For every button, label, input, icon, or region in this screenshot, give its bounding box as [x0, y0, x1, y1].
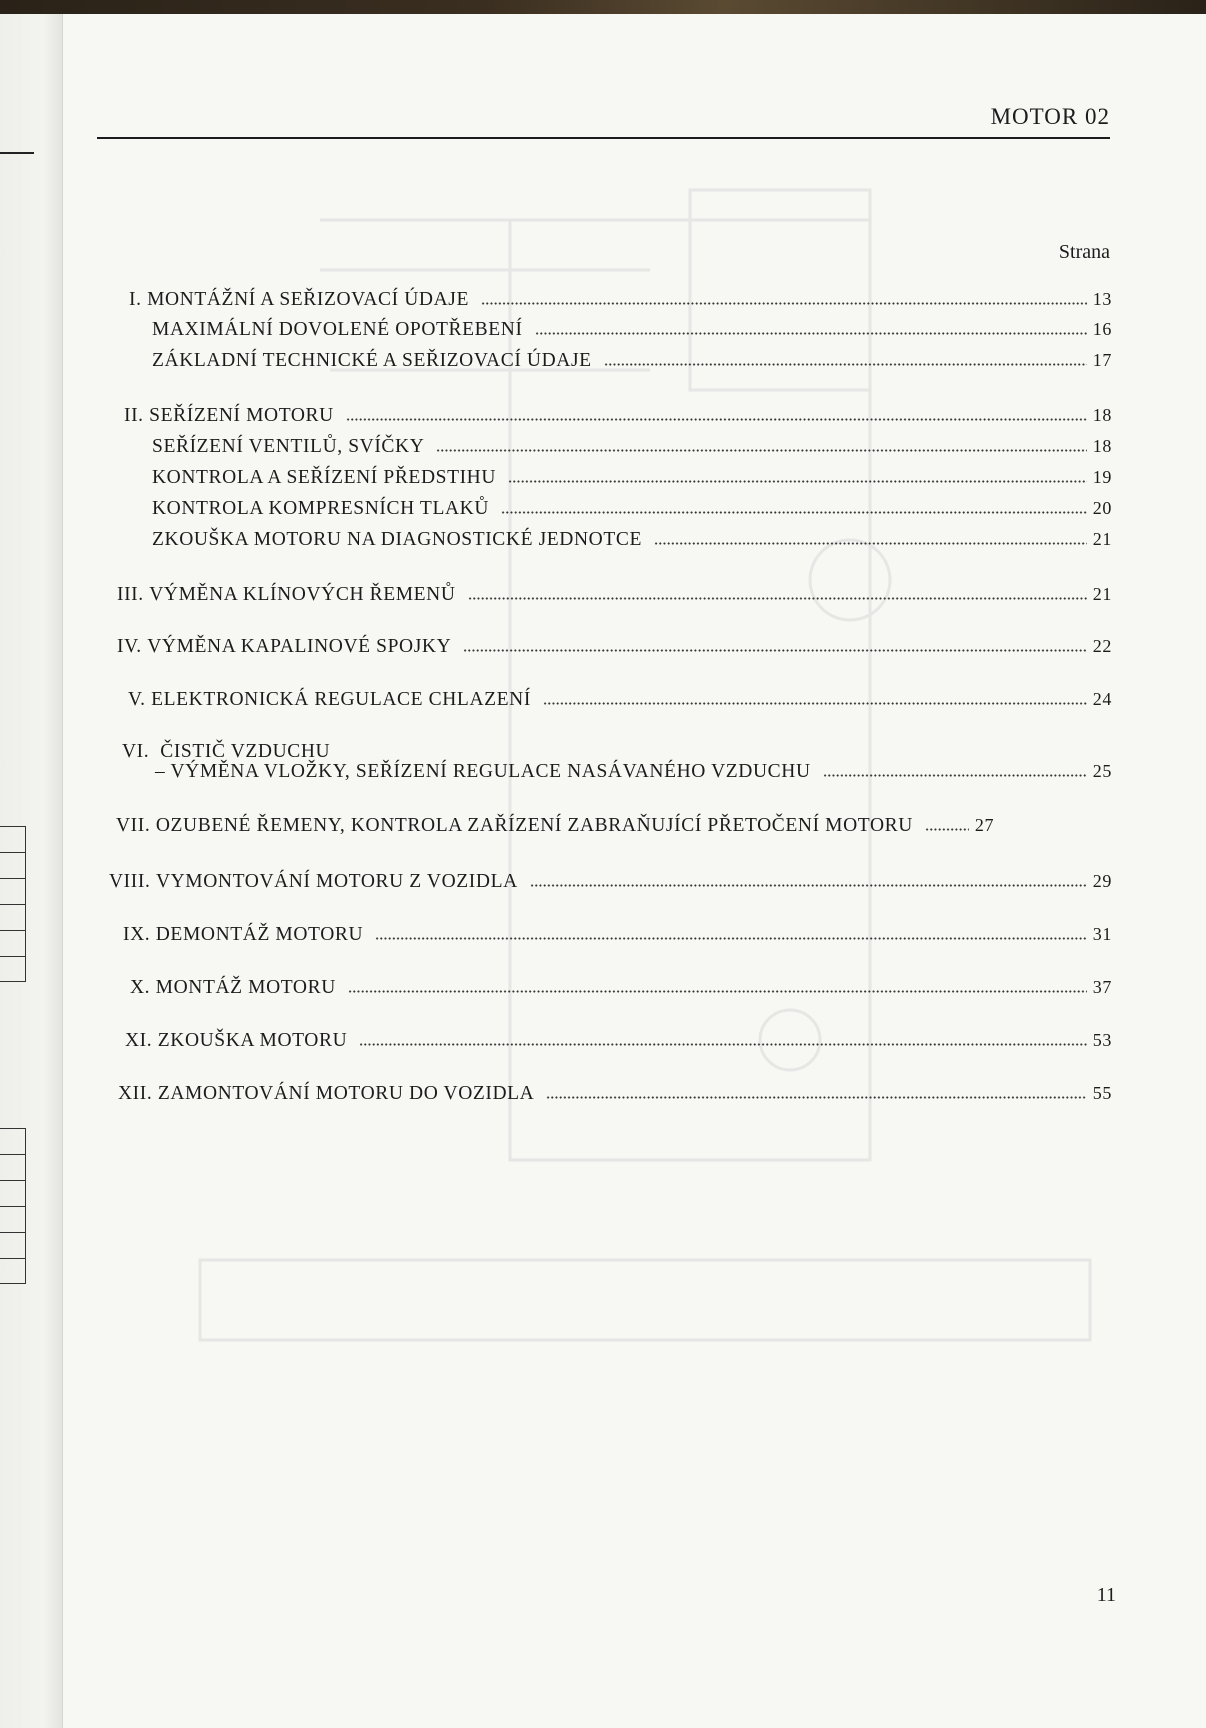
- leader-dots: [468, 597, 1087, 600]
- leader-dots: [346, 418, 1087, 421]
- toc-number: XI.: [125, 1030, 153, 1051]
- toc-entry[interactable]: [124, 405, 1112, 427]
- toc-title: SEŘÍZENÍ VENTILŮ, SVÍČKY: [152, 436, 425, 457]
- toc-number: IV.: [117, 636, 142, 657]
- toc-title: DEMONTÁŽ MOTORU: [155, 924, 364, 945]
- toc-page: 37: [1092, 977, 1112, 997]
- toc-page: 21: [1092, 584, 1112, 604]
- leader-dots: [481, 302, 1087, 305]
- toc-title: SEŘÍZENÍ MOTORU: [149, 405, 334, 426]
- toc-page: 29: [1092, 871, 1112, 891]
- toc-entry[interactable]: [152, 350, 1112, 372]
- toc-number: I.: [129, 289, 142, 310]
- toc-page: 19: [1092, 467, 1112, 487]
- toc-title: VÝMĚNA KLÍNOVÝCH ŘEMENŮ: [149, 584, 456, 605]
- toc-page: 27: [974, 815, 995, 835]
- leader-dots: [359, 1043, 1087, 1046]
- page-number: 11: [1096, 1584, 1116, 1606]
- leader-dots: [530, 884, 1087, 887]
- scan-top-edge: [0, 0, 1206, 14]
- leader-dots: [348, 990, 1087, 993]
- leader-dots: [604, 363, 1087, 366]
- facing-page-table: [0, 1128, 26, 1284]
- toc-subtitle: – VÝMĚNA VLOŽKY, SEŘÍZENÍ REGULACE NASÁVANÉHO VZDUCHU: [155, 761, 811, 782]
- toc-entry-heading: [122, 741, 330, 763]
- toc-title: ZAMONTOVÁNÍ MOTORU DO VOZIDLA: [157, 1083, 535, 1104]
- toc-title: ZKOUŠKA MOTORU: [157, 1030, 348, 1051]
- toc-page: 22: [1092, 636, 1112, 656]
- toc-page: 13: [1092, 289, 1112, 309]
- facing-page-rule: [0, 152, 34, 154]
- header-title: MOTOR 02: [990, 104, 1110, 129]
- leader-dots: [501, 511, 1087, 514]
- page-column-label: Strana: [1058, 241, 1110, 263]
- leader-dots: [654, 542, 1087, 545]
- toc-entry[interactable]: [152, 529, 1112, 551]
- toc-entry[interactable]: [118, 1083, 1112, 1105]
- toc-entry[interactable]: [117, 636, 1112, 658]
- toc-title: MONTÁŽNÍ A SEŘIZOVACÍ ÚDAJE: [147, 289, 469, 310]
- toc-number: VI.: [122, 741, 150, 762]
- toc-number: X.: [130, 977, 151, 998]
- toc-title: ČISTIČ VZDUCHU: [160, 741, 331, 762]
- toc-page: 17: [1092, 350, 1112, 370]
- toc-title: ZÁKLADNÍ TECHNICKÉ A SEŘIZOVACÍ ÚDAJE: [152, 350, 592, 371]
- leader-dots: [925, 828, 969, 831]
- toc-entry[interactable]: [129, 289, 1112, 311]
- leader-dots: [375, 937, 1087, 940]
- toc-number: VIII.: [109, 871, 151, 892]
- toc-page: 55: [1092, 1083, 1112, 1103]
- toc-number: III.: [117, 584, 144, 605]
- leader-dots: [535, 332, 1087, 335]
- toc-entry[interactable]: [152, 467, 1112, 489]
- toc-entry[interactable]: [152, 498, 1112, 520]
- toc-title: MAXIMÁLNÍ DOVOLENÉ OPOTŘEBENÍ: [152, 319, 523, 340]
- toc-page: 20: [1092, 498, 1112, 518]
- toc-number: II.: [124, 405, 144, 426]
- toc-entry[interactable]: [128, 689, 1112, 711]
- toc-entry[interactable]: [152, 319, 1112, 341]
- toc-number: V.: [128, 689, 146, 710]
- leader-dots: [436, 449, 1086, 452]
- toc-page: 18: [1092, 405, 1112, 425]
- leader-dots: [543, 702, 1087, 705]
- toc-title: KONTROLA A SEŘÍZENÍ PŘEDSTIHU: [152, 467, 497, 488]
- toc-title: ZKOUŠKA MOTORU NA DIAGNOSTICKÉ JEDNOTCE: [152, 529, 642, 550]
- leader-dots: [546, 1096, 1086, 1099]
- facing-page-table: [0, 826, 26, 982]
- toc-entry[interactable]: [152, 436, 1112, 458]
- toc-number: IX.: [123, 924, 151, 945]
- toc-entry[interactable]: [117, 584, 1112, 606]
- toc-page: 25: [1092, 761, 1112, 781]
- toc-entry[interactable]: [130, 977, 1112, 999]
- toc-page: 18: [1092, 436, 1112, 456]
- leader-dots: [823, 774, 1087, 777]
- toc-page: 16: [1092, 319, 1112, 339]
- toc-page: 21: [1092, 529, 1112, 549]
- toc-entry[interactable]: [109, 871, 1112, 893]
- toc-title: VYMONTOVÁNÍ MOTORU Z VOZIDLA: [155, 871, 518, 892]
- toc-page: 24: [1092, 689, 1112, 709]
- toc-title: KONTROLA KOMPRESNÍCH TLAKŮ: [152, 498, 490, 519]
- toc-title: ELEKTRONICKÁ REGULACE CHLAZENÍ: [151, 689, 531, 710]
- leader-dots: [463, 649, 1087, 652]
- toc-entry[interactable]: [155, 761, 1112, 783]
- toc-page: 31: [1092, 924, 1112, 944]
- toc-title: VÝMĚNA KAPALINOVÉ SPOJKY: [147, 636, 452, 657]
- toc-page: 53: [1092, 1030, 1112, 1050]
- toc-number: XII.: [118, 1083, 153, 1104]
- toc-number: VII.: [116, 815, 151, 836]
- header-rule: [97, 137, 1110, 139]
- toc-entry[interactable]: [116, 815, 1112, 837]
- toc-title: OZUBENÉ ŘEMENY, KONTROLA ZAŘÍZENÍ ZABRAŇUJÍCÍ PŘETOČENÍ MOTORU: [155, 815, 913, 836]
- toc-entry[interactable]: [123, 924, 1112, 946]
- toc-entry[interactable]: [125, 1030, 1112, 1052]
- leader-dots: [508, 480, 1087, 483]
- toc-title: MONTÁŽ MOTORU: [155, 977, 336, 998]
- facing-page-edge: [0, 14, 63, 1728]
